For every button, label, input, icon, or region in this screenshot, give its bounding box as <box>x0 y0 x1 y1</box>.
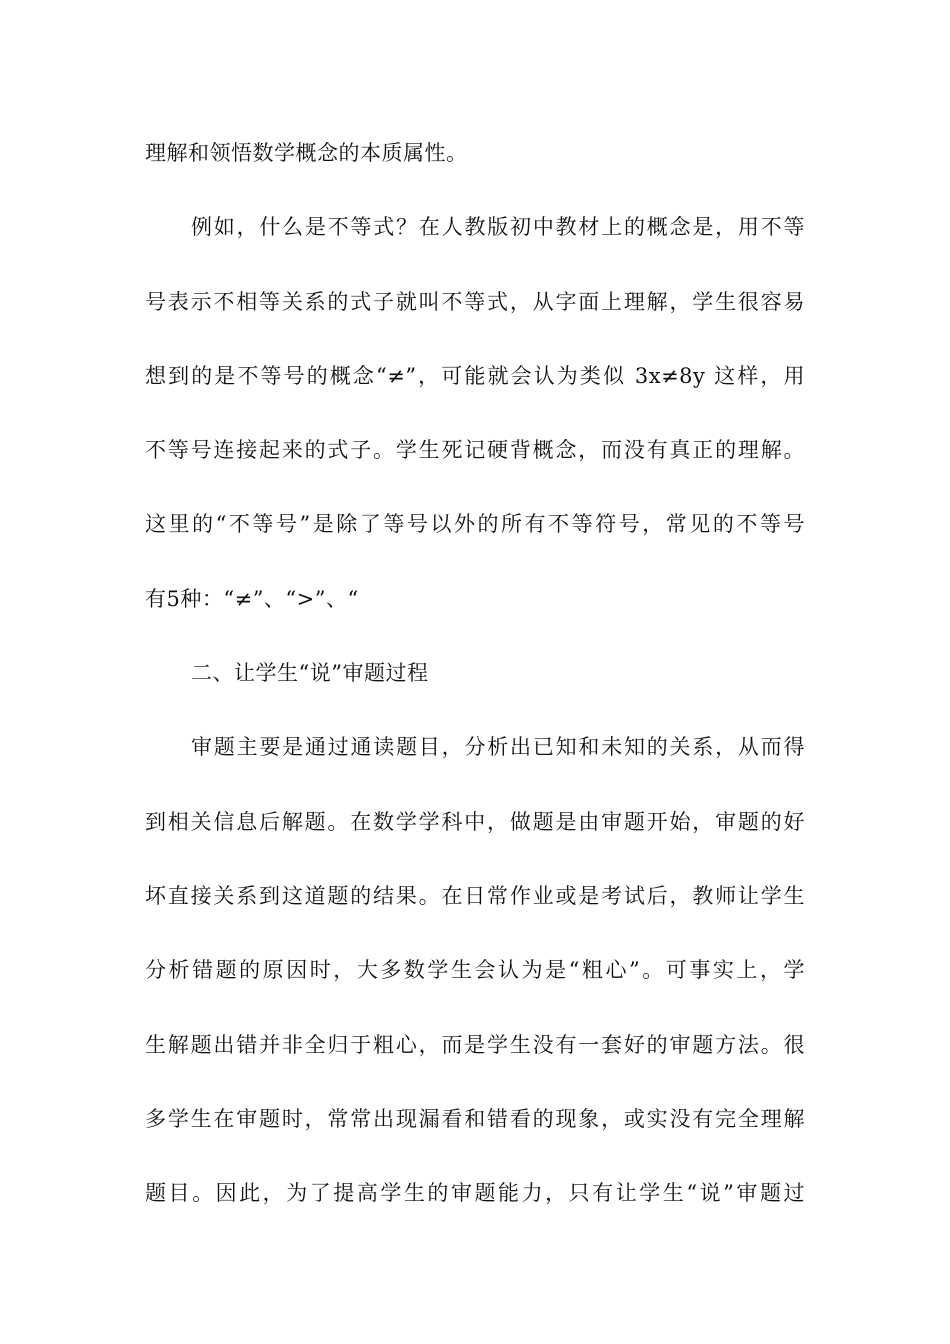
paragraph-line: 多学生在审题时，常常出现漏看和错看的现象，或实没有完全理解 <box>145 1107 805 1131</box>
paragraph-line: 坏直接关系到这道题的结果。在日常作业或是考试后，教师让学生 <box>145 884 805 908</box>
paragraph-line: 到相关信息后解题。在数学学科中，做题是由审题开始，审题的好 <box>145 810 805 834</box>
paragraph-line: 理解和领悟数学概念的本质属性。 <box>145 141 468 165</box>
paragraph-line: 生解题出错并非全归于粗心，而是学生没有一套好的审题方法。很 <box>145 1033 805 1057</box>
paragraph-line: 分析错题的原因时，大多数学生会认为是“粗心”。可事实上，学 <box>145 958 805 982</box>
paragraph-line: 审题主要是通过通读题目，分析出已知和未知的关系，从而得 <box>191 735 805 759</box>
paragraph-line: 题目。因此，为了提高学生的审题能力，只有让学生“说”审题过 <box>145 1181 805 1205</box>
paragraph-line: 想到的是不等号的概念“≠”，可能就会认为类似 3x≠8y 这样，用 <box>145 364 805 388</box>
paragraph-line: 号表示不相等关系的式子就叫不等式，从字面上理解，学生很容易 <box>145 290 805 314</box>
paragraph-line: 例如，什么是不等式？在人教版初中教材上的概念是，用不等 <box>191 215 805 239</box>
section-heading: 二、让学生“说”审题过程 <box>191 661 429 685</box>
paragraph-line: 这里的“不等号”是除了等号以外的所有不等符号，常见的不等号 <box>145 512 805 536</box>
paragraph-line: 不等号连接起来的式子。学生死记硬背概念，而没有真正的理解。 <box>145 438 805 462</box>
paragraph-line: 有5种：“≠”、“>”、“ <box>145 587 359 611</box>
